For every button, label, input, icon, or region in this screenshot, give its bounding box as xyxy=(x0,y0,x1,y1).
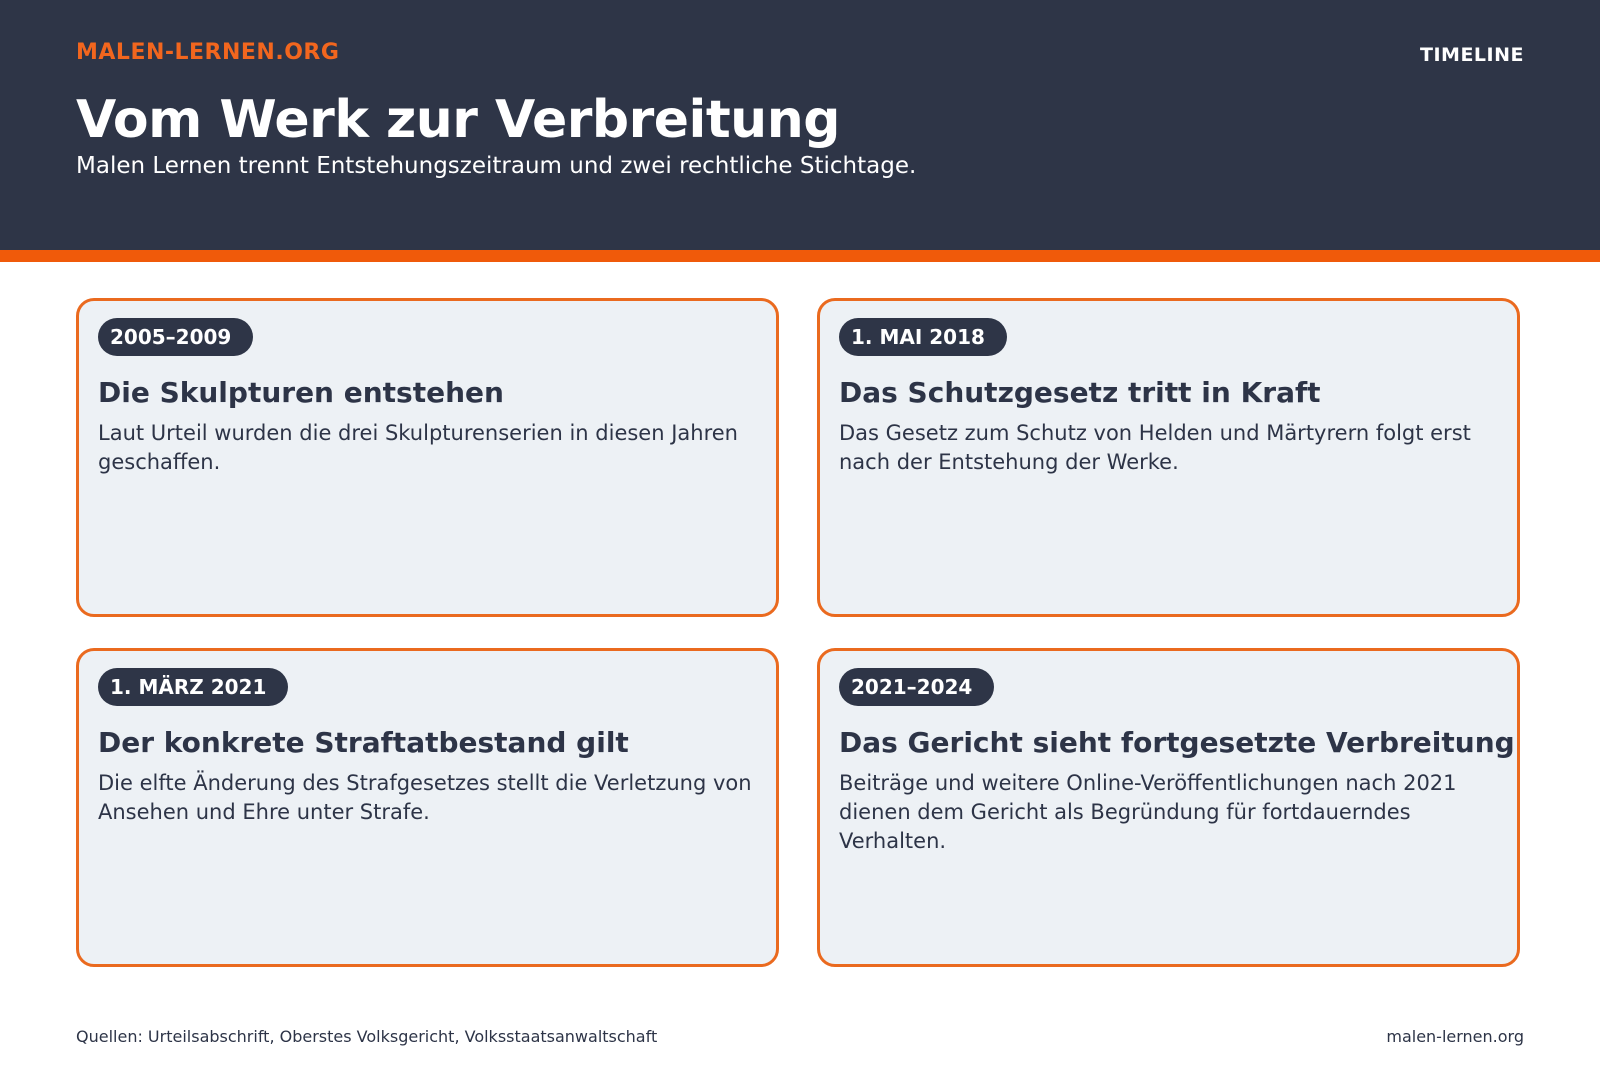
timeline-card xyxy=(76,648,779,967)
sources-note: Quellen: Urteilsabschrift, Oberstes Volksgericht, Volksstaatsanwaltschaft xyxy=(76,1027,658,1046)
card-text: Laut Urteil wurden die drei Skulpturenserien in diesen Jahren geschaffen. xyxy=(98,421,738,474)
card-text: Die elfte Änderung des Strafgesetzes stellt die Verletzung von Ansehen und Ehre unter Strafe. xyxy=(98,771,752,824)
card-text: Das Gesetz zum Schutz von Helden und Märtyrern folgt erst nach der Entstehung der Werke. xyxy=(839,421,1471,474)
date-badge: 1. MAI 2018 xyxy=(839,318,1007,356)
card-title: Die Skulpturen entstehen xyxy=(98,376,504,409)
date-badge: 2021–2024 xyxy=(839,668,994,706)
page-title: Vom Werk zur Verbreitung xyxy=(76,90,840,150)
timeline-card xyxy=(817,648,1520,967)
date-badge: 1. MÄRZ 2021 xyxy=(98,668,288,706)
timeline-card xyxy=(817,298,1520,617)
section-tag: TIMELINE xyxy=(1420,44,1524,66)
card-title: Das Gericht sieht fortgesetzte Verbreitung xyxy=(839,726,1515,759)
card-title: Der konkrete Straftatbestand gilt xyxy=(98,726,629,759)
timeline-card xyxy=(76,298,779,617)
card-text: Beiträge und weitere Online-Veröffentlichungen nach 2021 dienen dem Gericht als Begründung für fortdauerndes Verhalten. xyxy=(839,771,1457,853)
card-title: Das Schutzgesetz tritt in Kraft xyxy=(839,376,1321,409)
brand-label: MALEN-LERNEN.ORG xyxy=(76,40,340,65)
date-badge: 2005–2009 xyxy=(98,318,253,356)
page-header xyxy=(0,0,1600,250)
page-subtitle: Malen Lernen trennt Entstehungszeitraum und zwei rechtliche Stichtage. xyxy=(76,153,917,179)
accent-stripe xyxy=(0,250,1600,262)
footer-site-label: malen-lernen.org xyxy=(1386,1027,1524,1046)
